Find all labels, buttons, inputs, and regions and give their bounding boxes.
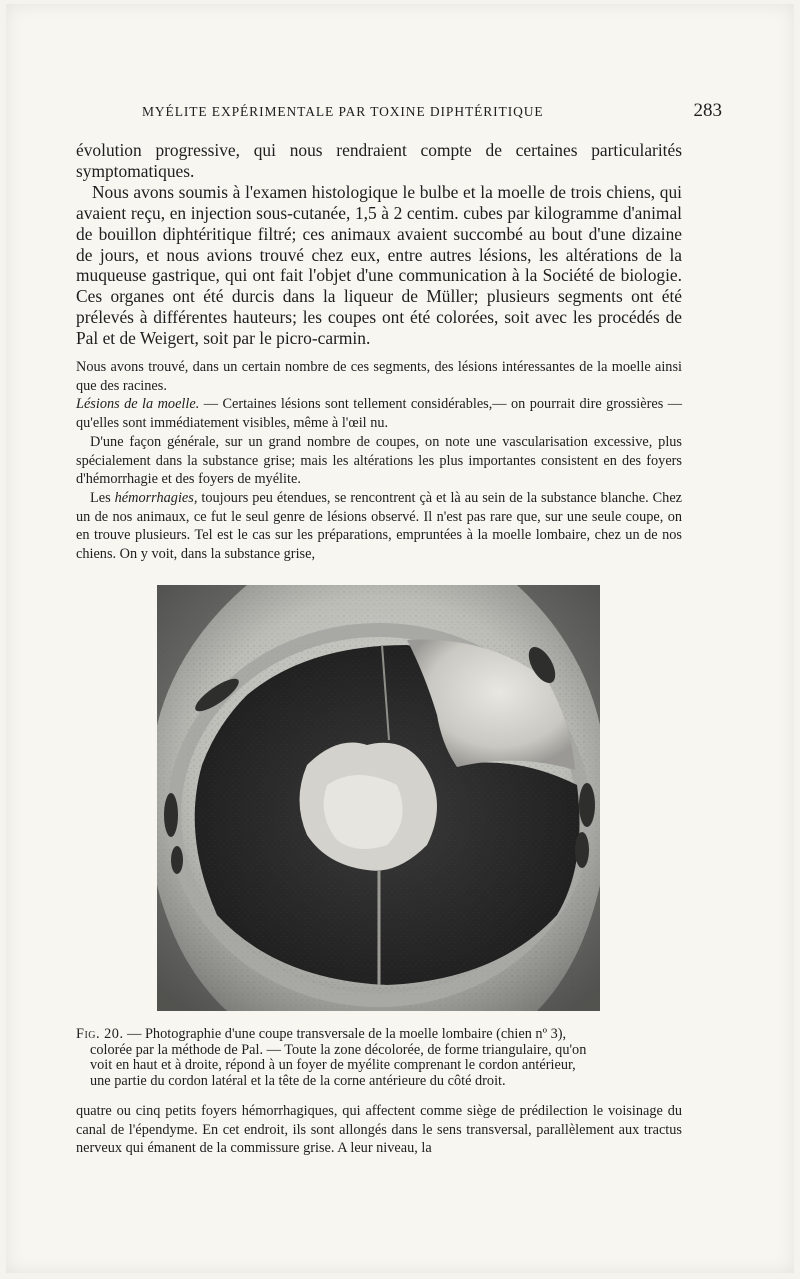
paragraph-text: toujours peu étendues, se rencontrent çà et là au sein de la substance blanche. Chez un de nos animaux, ce fut le seul genre de lésions observé. Il n'est pas rare que, sur une seule coupe, on en trouve plusieurs. Tel est le cas sur les préparations, empruntées à la moelle lombaire, chez un de nos chiens. On y voit, dans la substance grise, xyxy=(76,489,683,563)
paragraph-text: Les xyxy=(90,489,111,506)
paragraph: quatre ou cinq petits foyers hémorrhagiques, qui affectent comme siège de prédilection le voisinage du canal de l'épendyme. En cet endroit, ils sont allongés dans le sens transversal, parallèlement aux tractus nerveux qui émanent de la commissure grise. A leur niveau, la xyxy=(76,1103,682,1157)
spinal-cord-section-image xyxy=(157,585,600,1011)
caption-text: — Photographie d'une coupe transversale de la moelle lombaire (chien nº 3), xyxy=(127,1026,567,1042)
page-number: 283 xyxy=(693,100,722,121)
figure-caption xyxy=(76,1027,692,1089)
paragraph-text: — Certaines lésions sont tellement considérables,— on pourrait dire grossières — qu'elles sont immédiatement visibles, même à l'œil nu. xyxy=(76,396,683,432)
italic-term: hémorrhagies, xyxy=(114,489,198,506)
paragraph: D'une façon générale, sur un grand nombre de coupes, on note une vascularisation excessive, plus spécialement dans la substance grise; mais les altérations les plus importantes consistent en des foyers d'hémorrhagie et des foyers de myélite. xyxy=(76,433,682,488)
figure-label: Fig. 20. xyxy=(76,1026,124,1042)
italic-heading: Lésions de la moelle. xyxy=(76,396,200,413)
caption-line xyxy=(76,1027,692,1043)
body-text-large xyxy=(76,140,682,349)
caption-line: une partie du cordon latéral et la tête de la corne antérieure du côté droit. xyxy=(90,1072,506,1089)
caption-line: colorée par la méthode de Pal. — Toute la zone décolorée, de forme triangulaire, qu'on xyxy=(90,1041,587,1058)
body-text-after-figure xyxy=(76,1102,682,1158)
page-header xyxy=(76,100,722,126)
spinal-cord-photograph xyxy=(157,585,600,1011)
paragraph: Nous avons trouvé, dans un certain nombre de ces segments, des lésions intéressantes de la moelle ainsi que des racines. xyxy=(76,359,682,394)
body-text-small xyxy=(76,358,682,564)
paragraph xyxy=(76,395,682,432)
paragraph xyxy=(76,489,682,564)
caption-line: voit en haut et à droite, répond à un foyer de myélite comprenant le cordon antérieur, xyxy=(90,1057,576,1073)
running-title: MYÉLITE EXPÉRIMENTALE PAR TOXINE DIPHTÉRITIQUE xyxy=(142,104,544,119)
paragraph: Nous avons soumis à l'examen histologique le bulbe et la moelle de trois chiens, qui avaient reçu, en injection sous-cutanée, 1,5 à 2 centim. cubes par kilogramme d'animal de bouillon diphtéritique filtré; ces animaux avaient succombé au bout d'une dizaine de jours, et nous avions trouvé chez eux, entre autres lésions, les altérations de la muqueuse gastrique, qui ont fait l'objet d'une communication à la Société de biologie. Ces organes ont été durcis dans la liqueur de Müller; plusieurs segments ont été prélevés à différentes hauteurs; les coupes ont été colorées, soit avec les procédés de Pal et de Weigert, soit par le picro-carmin. xyxy=(76,181,682,349)
paragraph: évolution progressive, qui nous rendraient compte de certaines particularités symptomatiques. xyxy=(76,140,682,181)
